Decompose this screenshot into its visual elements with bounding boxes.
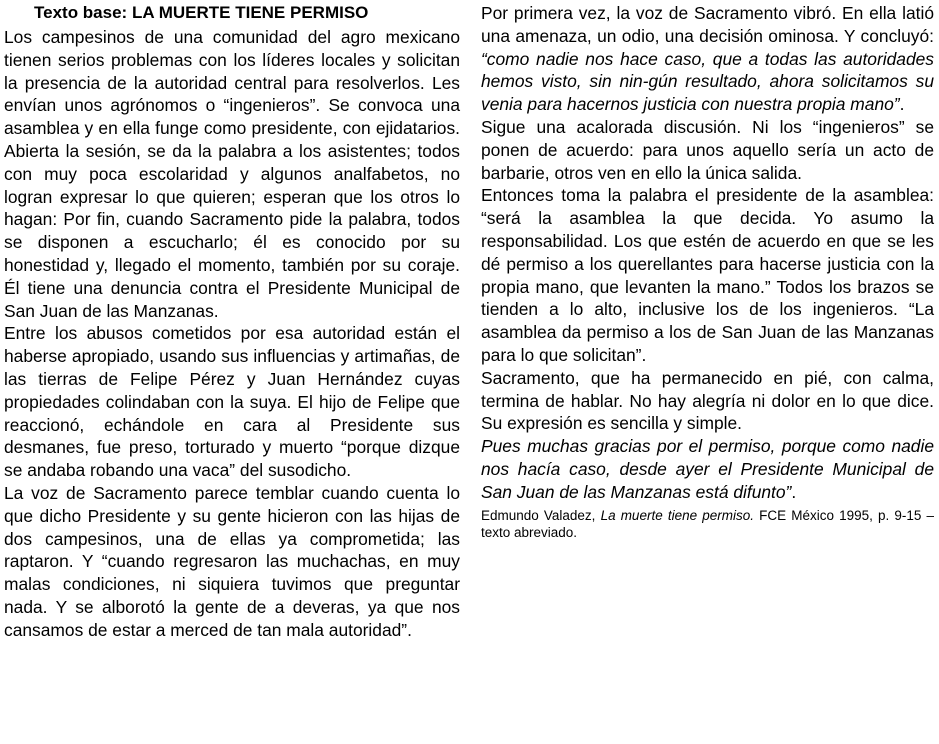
paragraph-abuses: Entre los abusos cometidos por esa autoridad están el haberse apropiado, usando sus influencias y artimañas, de las tierras de Felipe Pérez y Juan Hernández cuyas propiedades colindaban con la suya. El hijo de Felipe que reaccionó, echándole en cara al Presidente sus desmanes, fue preso, torturado y muerto “porque dizque se andaba robando una vaca” del susodicho.: [4, 323, 460, 481]
paragraph-first-time-start: Por primera vez, la voz de Sacramento vibró. En ella latió una amenaza, un odio, una decisión ominosa. Y concluyó:: [481, 3, 934, 46]
paragraph-first-time-end: .: [899, 94, 905, 115]
paragraph-assembly: Entonces toma la palabra el presidente de la asamblea: “será la asamblea la que decida. Yo asumo la responsabilidad. Los que estén de acuerdo en que se les dé permiso a los querellantes para hacerse justicia con la propia mano, que levanten la mano.” Todos los brazos se tienden a lo alto, inclusive los de los ingenieros. “La asamblea da permiso a los de San Juan de las Manzanas para lo que solicitan”.: [481, 185, 934, 365]
paragraph-intro: Los campesinos de una comunidad del agro mexicano tienen serios problemas con los líderes locales y solicitan la presencia de la autoridad central para resolverlos. Les envían unos agrónomos o “ingenieros”. Se convoca una asamblea y en ella funge como presidente, con ejidatarios. Abierta la sesión, se da la palabra a los asistentes; todos con muy poca escolaridad y algunos analfabetos, no logran expresar lo que quieren; esperan que los otros lo hagan: Por fin, cuando Sacramento pide la palabra, todos se disponen a escucharlo; él es conocido por su honestidad y, llegado el momento, también por su coraje. Él tiene una denuncia contra el Presidente Municipal de San Juan de las Manzanas.: [4, 27, 460, 321]
citation-author: Edmundo Valadez,: [481, 507, 596, 523]
paragraph-closing-end: .: [791, 481, 797, 502]
paragraph-closing: [481, 435, 934, 503]
paragraph-sacramento: Sacramento, que ha permanecido en pié, con calma, termina de hablar. No hay alegría ni dolor en lo que dice. Su expresión es sencilla y simple.: [481, 367, 934, 434]
paragraph-first-time: [481, 2, 934, 116]
page-title: [4, 2, 460, 24]
paragraph-closing-quote: Pues muchas gracias por el permiso, porque como nadie nos hacía caso, desde ayer el Presidente Municipal de San Juan de las Manzanas está difunto”: [481, 436, 934, 502]
citation-rest: FCE México 1995, p. 9-15 – texto abreviado.: [481, 507, 934, 540]
paragraph-voice: La voz de Sacramento parece temblar cuando cuenta lo que dicho Presidente y su gente hicieron con las hijas de dos campesinos, una de ellas ya comprometida; las raptaron. Y “cuando regresaron las muchachas, en muy malas condiciones, ni siquiera tuvimos que preguntar nada. Y se alborotó la gente de a deveras, ya que nos cansamos de estar a merced de tan mala autoridad”.: [4, 482, 460, 640]
title-label: Texto base:: [34, 3, 128, 22]
left-column: [4, 2, 460, 642]
citation-title: La muerte tiene permiso.: [600, 507, 754, 523]
citation: [481, 507, 934, 541]
right-column: [481, 2, 934, 541]
title-work: LA MUERTE TIENE PERMISO: [131, 3, 369, 22]
paragraph-first-time-quote: “como nadie nos hace caso, que a todas las autoridades hemos visto, sin nin-gún resultado, ahora solicitamos su venia para hacernos justicia con nuestra propia mano”: [481, 48, 934, 115]
paragraph-discussion: Sigue una acalorada discusión. Ni los “ingenieros” se ponen de acuerdo: para unos aquello sería un acto de barbarie, otros ven en ello la única salida.: [481, 116, 934, 183]
